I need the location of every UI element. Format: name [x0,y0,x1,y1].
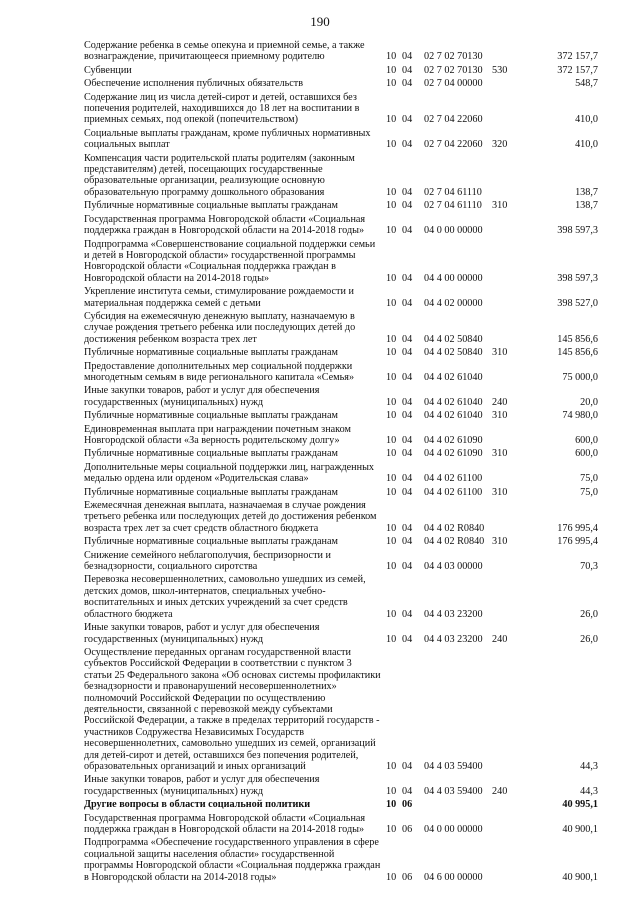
target-article-code: 04 4 02 61040 [424,410,483,422]
subsection-code: 06 [402,871,413,883]
target-article-code: 04 0 00 00000 [424,225,483,237]
target-article-code: 04 0 00 00000 [424,824,483,835]
row-amount: 138,7 [575,200,598,212]
row-name: Публичные нормативные социальные выплаты гражданам [84,486,338,498]
target-article-code: 04 4 03 59400 [424,785,483,797]
section-code: 10 [386,333,397,345]
section-code: 10 [386,371,397,383]
row-amount: 75,0 [580,486,598,498]
section-code: 10 [386,51,397,63]
page-number: 190 [310,14,330,29]
table-row [84,550,598,573]
row-amount: 398 597,3 [557,225,598,237]
section-code: 10 [386,139,397,151]
table-row [84,239,598,285]
section-code: 10 [386,473,397,485]
table-row [84,286,598,309]
subsection-code: 04 [402,473,413,485]
row-name: Субвенции [84,64,132,76]
target-article-code: 04 4 00 00000 [424,272,483,284]
row-amount: 75 000,0 [562,371,598,383]
expense-type-code: 310 [492,347,508,359]
row-amount: 372 157,7 [557,64,598,76]
section-code: 10 [386,760,397,772]
row-amount: 176 995,4 [557,522,598,534]
target-article-code: 04 4 03 00000 [424,561,483,573]
row-name: Содержание лиц из числа детей-сирот и детей, оставшихся без попечения родителей, находившихся до 18 лет на воспитании в приемных семьях, под опекой (попечительством) [84,91,360,126]
row-amount: 44,3 [580,785,598,797]
row-name: Подпрограмма «Совершенствование социальной поддержки семьи и детей в Новгородской области» государственной программы Новгородской области «Социальная поддержка граждан в Новгородской области на 2014-2018 годы» [84,238,376,284]
subsection-code: 04 [402,633,413,645]
row-name: Государственная программа Новгородской области «Социальная поддержка граждан в Новгородской области на 2014-2018 годы» [84,213,366,237]
section-code: 10 [386,435,397,446]
section-code: 10 [386,297,397,309]
table-row [84,536,598,547]
section-code: 10 [386,522,397,534]
expense-type-code: 530 [492,64,508,76]
section-code: 10 [386,633,397,645]
table-row [84,153,598,199]
row-name: Публичные нормативные социальные выплаты гражданам [84,448,338,460]
row-name: Осуществление переданных органам государственной власти субъектов Российской Федерации в соответствии с пунктом 3 статьи 25 Федерального закона «Об основах системы профилактики безнадзорности и правонарушений несовершеннолетних» полномочий Российской Федерации по осуществлению деятельности, связанной с перевозкой между субъектами Российской Федерации, а также в пределах территорий государств - участников Содружества Независимых Государств несовершеннолетних, самовольно ушедших из семей, организаций для детей-сирот и детей, оставшихся без попечения родителей, образовательных организаций и иных организаций [84,646,381,772]
row-amount: 372 157,7 [557,51,598,63]
target-article-code: 02 7 04 22060 [424,139,483,151]
table-row [84,799,598,810]
subsection-code: 04 [402,760,413,772]
row-name: Иные закупки товаров, работ и услуг для обеспечения государственных (муниципальных) нужд [84,385,320,408]
section-code: 10 [386,347,397,359]
section-code: 10 [386,64,397,76]
section-code: 10 [386,410,397,422]
section-code: 10 [386,536,397,548]
row-amount: 138,7 [575,186,598,198]
subsection-code: 04 [402,333,413,345]
subsection-code: 04 [402,448,413,460]
target-article-code: 04 4 02 61100 [424,473,483,485]
target-article-code: 04 4 02 50840 [424,333,483,345]
table-row [84,774,598,797]
target-article-code: 04 4 02 R0840 [424,522,485,534]
subsection-code: 04 [402,225,413,237]
table-row [84,500,598,534]
target-article-code: 04 4 02 61090 [424,448,483,460]
row-name: Укрепление института семьи, стимулирование рождаемости и материальная поддержка семей с детьми [84,286,354,309]
target-article-code: 02 7 04 61110 [424,200,482,212]
subsection-code: 04 [402,347,413,359]
subsection-code: 04 [402,561,413,573]
row-name: Социальные выплаты гражданам, кроме публичных нормативных социальных выплат [84,127,371,151]
row-amount: 398 597,3 [557,272,598,284]
expense-type-code: 310 [492,448,508,460]
table-row [84,65,598,76]
target-article-code: 04 4 03 59400 [424,760,483,772]
subsection-code: 04 [402,186,413,198]
section-code: 10 [386,200,397,212]
row-amount: 600,0 [575,448,598,460]
table-row [84,40,598,63]
table-row [84,78,598,89]
subsection-code: 04 [402,608,413,620]
row-name: Дополнительные меры социальной поддержки лиц, награжденных медалью ордена или орденом «Родительская слава» [84,461,375,485]
subsection-code: 04 [402,435,413,446]
row-name: Публичные нормативные социальные выплаты гражданам [84,410,338,422]
row-amount: 398 527,0 [557,297,598,309]
row-name: Подпрограмма «Обеспечение государственного управления в сфере социальной защиты населения области» государственной программы Новгородской области «Социальная поддержка граждан в Новгородской области на 2014-2018 годы» [84,837,381,883]
row-amount: 145 856,6 [557,347,598,359]
subsection-code: 04 [402,64,413,76]
subsection-code: 04 [402,410,413,422]
row-name: Обеспечение исполнения публичных обязательств [84,78,304,90]
row-amount: 26,0 [580,608,598,620]
expense-type-code: 240 [492,785,508,797]
expense-type-code: 310 [492,410,508,422]
expense-type-code: 310 [492,536,508,548]
table-row [84,813,598,836]
row-amount: 75,0 [580,473,598,485]
table-row [84,347,598,358]
section-code: 10 [386,396,397,408]
subsection-code: 04 [402,51,413,63]
table-row [84,487,598,498]
section-code: 10 [386,871,397,883]
row-name: Единовременная выплата при награждении почетным знаком Новгородской области «За верность родительскому долгу» [84,423,351,446]
target-article-code: 04 4 02 61040 [424,396,483,408]
subsection-code: 04 [402,272,413,284]
target-article-code: 04 4 02 61100 [424,486,483,498]
row-name: Иные закупки товаров, работ и услуг для обеспечения государственных (муниципальных) нужд [84,774,320,797]
row-name: Ежемесячная денежная выплата, назначаемая в случае рождения третьего ребенка или последующих детей до достижения ребенком возраста трех лет за счет средств областного бюджета [84,500,377,534]
table-row [84,128,598,151]
section-code: 10 [386,785,397,797]
row-amount: 26,0 [580,633,598,645]
table-row [84,361,598,384]
row-amount: 145 856,6 [557,333,598,345]
subsection-code: 04 [402,522,413,534]
row-amount: 40 900,1 [562,824,598,835]
target-article-code: 02 7 02 70130 [424,64,483,76]
section-code: 10 [386,114,397,126]
row-name: Публичные нормативные социальные выплаты гражданам [84,536,338,548]
section-code: 10 [386,186,397,198]
section-code: 10 [386,824,397,835]
section-code: 10 [386,486,397,498]
target-article-code: 04 4 02 61040 [424,371,483,383]
subsection-code: 04 [402,785,413,797]
subsection-code: 04 [402,114,413,126]
expense-type-code: 240 [492,396,508,408]
row-amount: 20,0 [580,396,598,408]
target-article-code: 02 7 04 00000 [424,78,483,90]
row-name: Публичные нормативные социальные выплаты гражданам [84,200,338,212]
target-article-code: 02 7 04 61110 [424,186,482,198]
row-name: Перевозка несовершеннолетних, самовольно ушедших из семей, детских домов, школ-интернатов, специальных учебно-воспитательных и иных детских учреждений за счет средств областного бюджета [84,574,366,620]
row-amount: 40 900,1 [562,871,598,883]
row-name: Другие вопросы в области социальной политики [84,799,311,811]
table-row [84,214,598,237]
table-row [84,410,598,421]
target-article-code: 02 7 04 22060 [424,114,483,126]
row-amount: 40 995,1 [562,799,598,811]
table-row [84,424,598,447]
row-amount: 600,0 [575,435,598,446]
row-name: Государственная программа Новгородской области «Социальная поддержка граждан в Новгородской области на 2014-2018 годы» [84,812,366,835]
expense-type-code: 310 [492,200,508,212]
subsection-code: 04 [402,78,413,90]
row-name: Предоставление дополнительных мер социальной поддержки многодетным семьям в виде регионального капитала «Семья» [84,360,355,383]
section-code: 10 [386,225,397,237]
row-amount: 176 995,4 [557,536,598,548]
table-row [84,385,598,408]
row-amount: 44,3 [580,760,598,772]
target-article-code: 04 4 02 50840 [424,347,483,359]
row-amount: 70,3 [580,561,598,573]
row-name: Публичные нормативные социальные выплаты гражданам [84,347,338,359]
target-article-code: 04 6 00 00000 [424,871,483,883]
section-code: 10 [386,561,397,573]
row-name: Снижение семейного неблагополучия, беспризорности и безнадзорности, социального сиротства [84,549,331,573]
subsection-code: 04 [402,396,413,408]
target-article-code: 04 4 02 00000 [424,297,483,309]
section-code: 10 [386,272,397,284]
subsection-code: 04 [402,371,413,383]
row-name: Субсидия на ежемесячную денежную выплату, назначаемую в случае рождения третьего ребенка или последующих детей до достижения ребенком возраста трех лет [84,310,356,345]
target-article-code: 04 4 03 23200 [424,608,483,620]
section-code: 10 [386,799,397,811]
table-row [84,311,598,345]
table-row [84,448,598,459]
row-amount: 410,0 [575,139,598,151]
row-name: Содержание ребенка в семье опекуна и приемной семье, а также вознаграждение, причитающееся приемному родителю [84,40,365,63]
row-name: Компенсация части родительской платы родителям (законным представителям) детей, посещающих государственные образовательные организации, реализующие основную образовательную программу дошкольного образования [84,152,355,198]
subsection-code: 06 [402,824,413,835]
budget-table [84,40,598,883]
row-amount: 548,7 [575,78,598,90]
table-row [84,647,598,772]
section-code: 10 [386,608,397,620]
expense-type-code: 320 [492,139,508,151]
subsection-code: 04 [402,139,413,151]
subsection-code: 04 [402,200,413,212]
row-amount: 74 980,0 [562,410,598,422]
section-code: 10 [386,448,397,460]
target-article-code: 04 4 02 R0840 [424,536,485,548]
table-row [84,622,598,645]
table-row [84,574,598,620]
table-row [84,92,598,126]
subsection-code: 06 [402,799,413,811]
expense-type-code: 310 [492,486,508,498]
subsection-code: 04 [402,297,413,309]
target-article-code: 04 4 02 61090 [424,435,483,446]
subsection-code: 04 [402,536,413,548]
table-row [84,200,598,211]
expense-type-code: 240 [492,633,508,645]
row-amount: 410,0 [575,114,598,126]
table-row [84,462,598,485]
table-row [84,837,598,883]
subsection-code: 04 [402,486,413,498]
target-article-code: 02 7 02 70130 [424,51,483,63]
section-code: 10 [386,78,397,90]
row-name: Иные закупки товаров, работ и услуг для обеспечения государственных (муниципальных) нужд [84,622,320,645]
target-article-code: 04 4 03 23200 [424,633,483,645]
